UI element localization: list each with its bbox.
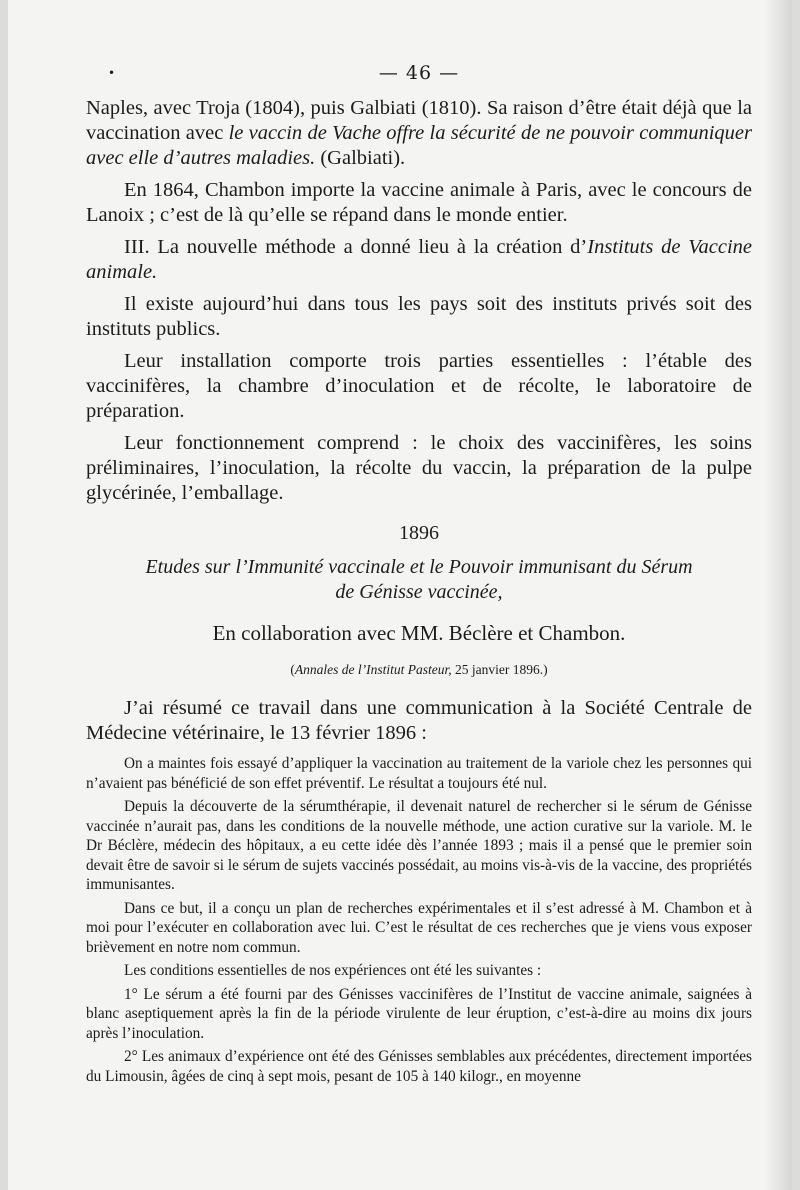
paragraph-4: Il existe aujourd’hui dans tous les pays soit des instituts privés soit des instituts publics. — [86, 293, 752, 340]
quote-paragraph: On a maintes fois essayé d’appliquer la vaccination au traitement de la variole chez les personnes qui n’avaient pas bénéficié de son effet préventif. Le résultat a toujours été nul. — [86, 755, 752, 792]
source-journal: Annales de l’Institut Pasteur, — [294, 662, 452, 677]
margin-mark: • — [108, 66, 116, 80]
article-collaboration: En collaboration avec MM. Béclère et Chambon. — [212, 621, 626, 645]
article-title — [86, 555, 752, 605]
quote-paragraph: Dans ce but, il a conçu un plan de recherches expérimentales et il s’est adressé à M. Chambon et à moi pour l’exécuter en collaboration avec lui. C’est le résultat de ces recherches que je viens vous exposer brièvement en notre nom commun. — [86, 899, 752, 956]
paragraph-1-start: Naples, avec Troja (1804), puis Galbiati (1810). Sa raison d’être était déjà que la vaccination avec — [86, 97, 752, 144]
quote-paragraph: 2° Les animaux d’expérience ont été des Génisses semblables aux précédentes, directement importées du Limousin, âgées de cinq à sept mois, pesant de 105 à 140 kilogr., en moyenne — [86, 1048, 752, 1085]
paragraph-5: Leur installation comporte trois parties essentielles : l’étable des vaccinifères, la chambre d’inoculation et de récolte, le laboratoire de préparation. — [86, 350, 752, 422]
document-page — [8, 0, 792, 1190]
paragraph-3-italic: Instituts de Vaccine animale. — [86, 236, 753, 283]
quote-paragraph: 1° Le sérum a été fourni par des Génisses vaccinifères de l’Institut de vaccine animale, saignées à blanc aseptiquement après la fin de la période virulente de leur éruption, c’est-à-dire au moins dix jours après l’inoculation. — [86, 985, 752, 1042]
quote-paragraph: Depuis la découverte de la sérumthérapie, il devenait naturel de rechercher si le sérum de Génisse vaccinée n’aurait pas, dans les conditions de la nouvelle méthode, une action curative sur la variole. M. le Dr Béclère, médecin des hôpitaux, a eu cette idée dès l’année 1893 ; mais il a pensé que le premier soin devait être de savoir si le sérum de sujets vaccinés possédait, au moins vis-à-vis de la vaccine, des propriétés immunisantes. — [86, 798, 752, 893]
article-intro: J’ai résumé ce travail dans une communication à la Société Centrale de Médecine vétérinaire, le 13 février 1896 : — [86, 697, 752, 744]
article-title-line-1: Etudes sur l’Immunité vaccinale et le Pouvoir immunisant du Sérum — [145, 556, 693, 578]
paragraph-2: En 1864, Chambon importe la vaccine animale à Paris, avec le concours de Lanoix ; c’est de là qu’elle se répand dans le monde entier. — [86, 179, 752, 226]
paragraph-1 — [86, 96, 752, 171]
page-number: — 46 — — [378, 62, 460, 84]
quoted-communication — [86, 754, 752, 1086]
article-source: (Annales de l’Institut Pasteur, 25 janvier 1896.) — [290, 662, 548, 677]
quote-paragraph: Les conditions essentielles de nos expériences ont été les suivantes : — [124, 962, 542, 979]
article-title-line-2: de Génisse vaccinée, — [335, 581, 503, 603]
paragraph-6: Leur fonctionnement comprend : le choix des vaccinifères, les soins préliminaires, l’inoculation, la récolte du vaccin, la préparation de la pulpe glycérinée, l’emballage. — [86, 432, 752, 504]
source-date: 25 janvier 1896. — [451, 662, 544, 677]
paragraph-3-start: III. La nouvelle méthode a donné lieu à la création d’ — [124, 236, 588, 258]
article-year: 1896 — [399, 522, 439, 544]
page-edge-shadow — [764, 0, 792, 1190]
top-section — [86, 96, 752, 506]
article-intro-block — [86, 696, 752, 746]
paragraph-1-end: (Galbiati). — [315, 147, 406, 169]
paragraph-3 — [86, 235, 752, 285]
paragraph-1-italic: le vaccin de Vache offre la sécurité de ne pouvoir communiquer avec elle d’autres maladies. — [86, 122, 752, 169]
